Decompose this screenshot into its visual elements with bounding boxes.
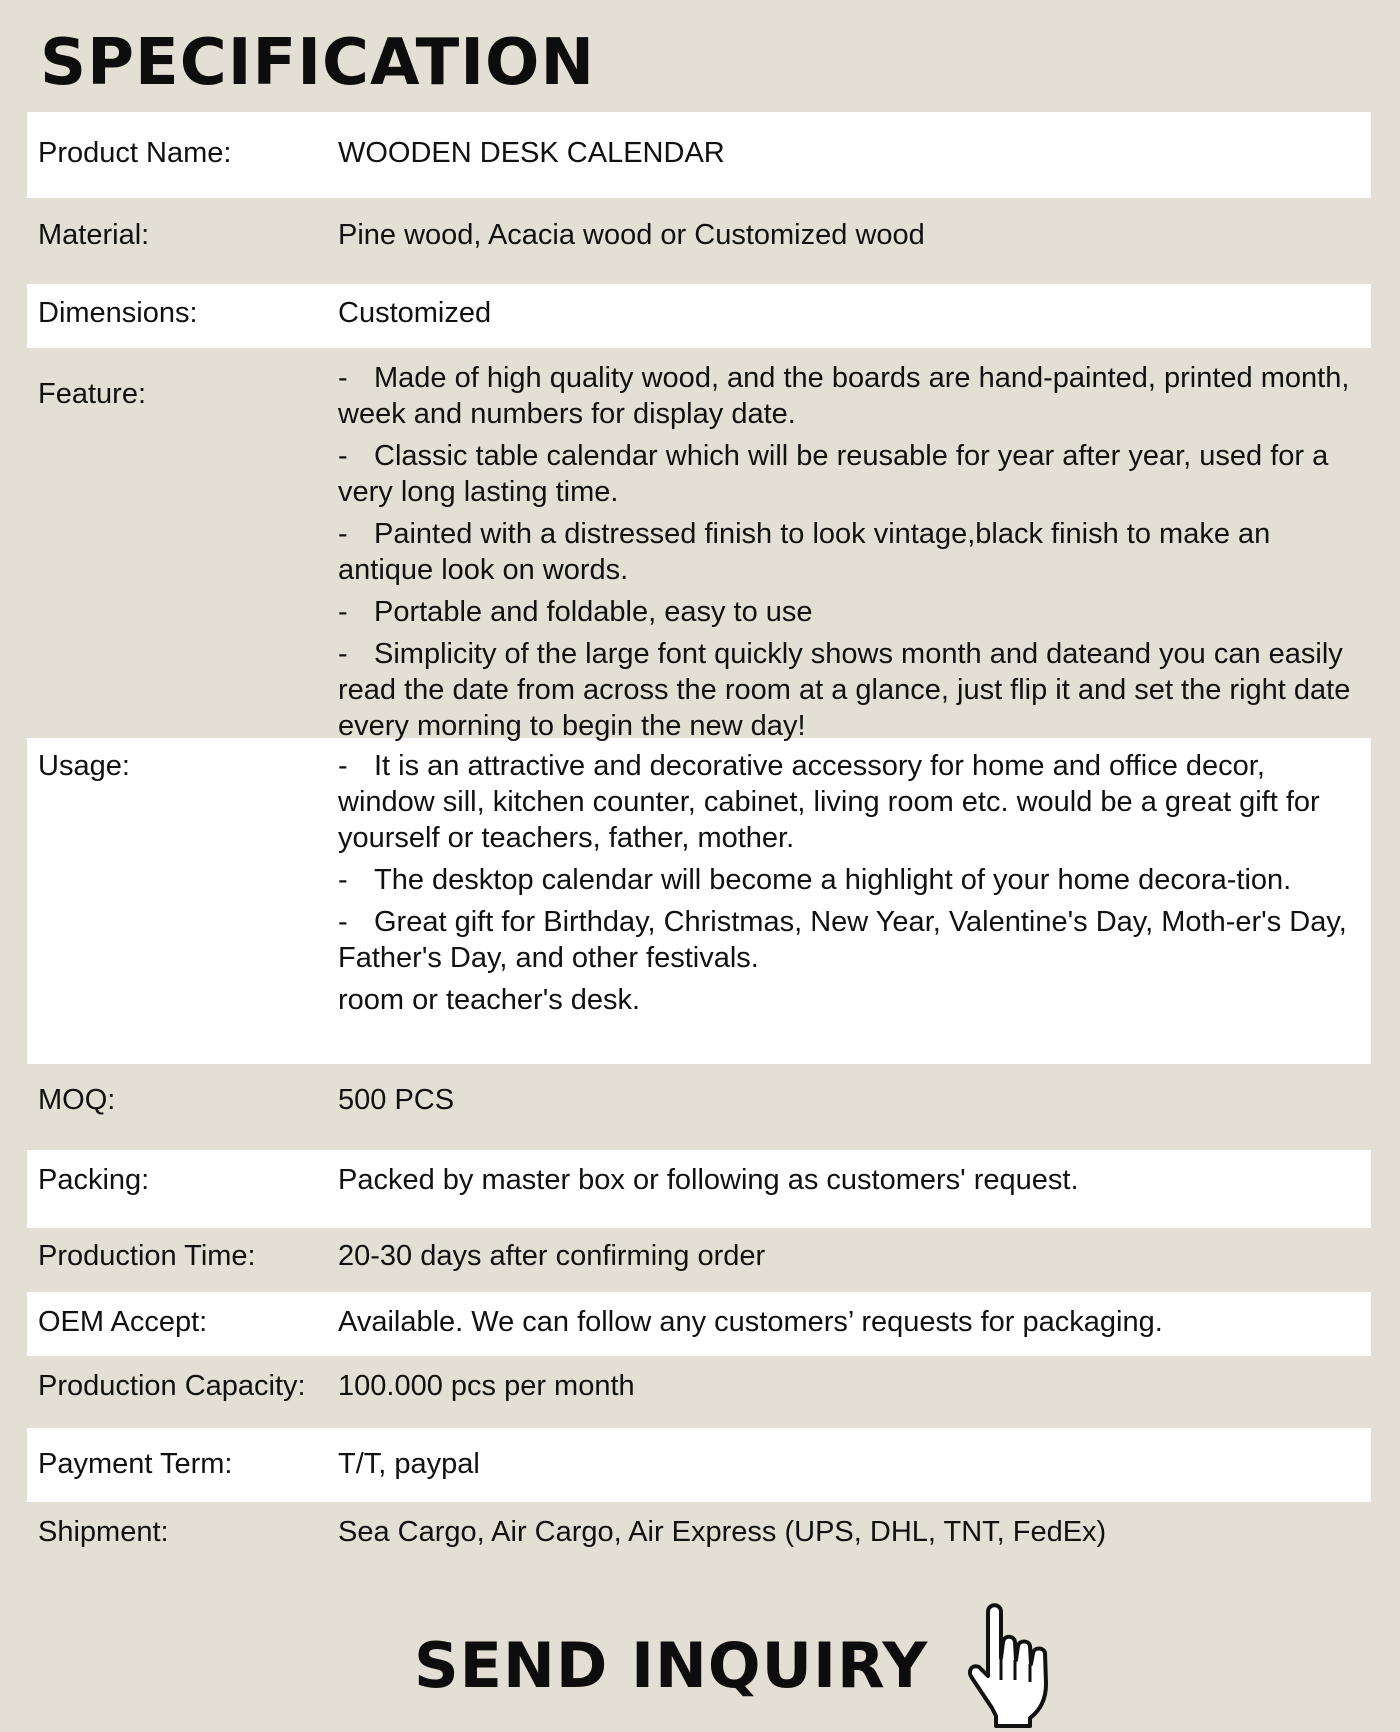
feature-item: - Simplicity of the large font quickly shows month and dateand you can easily read the date from across the room at a glance, just flip it and set the right date every morning to begin the new day! — [338, 638, 1351, 742]
bullet-dash: - — [338, 362, 348, 394]
spec-value: 500 PCS — [338, 1084, 455, 1116]
bullet-dash: - — [338, 518, 348, 550]
spec-value: 20-30 days after confirming order — [338, 1240, 766, 1272]
spec-label: Payment Term: — [38, 1448, 233, 1480]
spec-row-moq — [27, 1064, 1371, 1150]
bullet-dash: - — [338, 750, 348, 782]
feature-item: - Classic table calendar which will be reusable for year after year, used for a very long lasting time. — [338, 440, 1329, 508]
spec-label: Shipment: — [38, 1516, 169, 1548]
usage-item: - It is an attractive and decorative accessory for home and office decor, window sill, kitchen counter, cabinet, living room etc. would be a great gift for yourself or teachers, father, mother. — [338, 750, 1320, 854]
spec-row-production-capacity — [27, 1356, 1371, 1428]
spec-value: Pine wood, Acacia wood or Customized wood — [338, 219, 925, 251]
feature-list — [338, 360, 1371, 750]
spec-row-production-time — [27, 1228, 1371, 1292]
spec-value: Packed by master box or following as customers' request. — [338, 1164, 1079, 1196]
bullet-dash: - — [338, 596, 348, 628]
spec-row-packing — [27, 1150, 1371, 1228]
spec-label: Material: — [38, 219, 150, 251]
usage-extra-line: room or teacher's desk. — [338, 984, 641, 1016]
feature-item: - Portable and foldable, easy to use — [338, 596, 813, 628]
spec-label: Feature: — [38, 378, 146, 410]
spec-table — [27, 112, 1371, 1572]
spec-label: MOQ: — [38, 1084, 116, 1116]
usage-item: - Great gift for Birthday, Christmas, New Year, Valentine's Day, Moth-er's Day, Father's Day, and other festivals. — [338, 906, 1347, 974]
bullet-dash: - — [338, 864, 348, 896]
spec-value: Sea Cargo, Air Cargo, Air Express (UPS, DHL, TNT, FedEx) — [338, 1516, 1107, 1548]
spec-label: Usage: — [38, 750, 130, 782]
spec-row-feature — [27, 348, 1371, 742]
spec-label: OEM Accept: — [38, 1306, 208, 1338]
send-inquiry-button[interactable] — [414, 1598, 1062, 1732]
spec-row-shipment — [27, 1502, 1371, 1572]
spec-row-product-name — [27, 112, 1371, 198]
spec-row-payment-term — [27, 1428, 1371, 1502]
spec-value: T/T, paypal — [338, 1448, 480, 1480]
spec-label: Production Time: — [38, 1240, 256, 1272]
spec-row-material — [27, 198, 1371, 284]
spec-label: Product Name: — [38, 137, 232, 169]
spec-value: Available. We can follow any customers’ requests for packaging. — [338, 1306, 1163, 1338]
spec-label: Dimensions: — [38, 297, 198, 329]
spec-label: Packing: — [38, 1164, 150, 1196]
feature-item: - Painted with a distressed finish to look vintage,black finish to make an antique look on words. — [338, 518, 1271, 586]
page-title: SPECIFICATION — [40, 26, 595, 100]
usage-list — [338, 748, 1371, 1018]
pointing-hand-icon — [958, 1598, 1062, 1732]
feature-item: - Made of high quality wood, and the boards are hand-painted, printed month, week and numbers for display date. — [338, 362, 1350, 430]
bullet-dash: - — [338, 440, 348, 472]
spec-row-usage — [27, 738, 1371, 1064]
bullet-dash: - — [338, 906, 348, 938]
send-inquiry-label: SEND INQUIRY — [414, 1628, 929, 1702]
spec-value: Customized — [338, 297, 492, 329]
spec-value: 100.000 pcs per month — [338, 1370, 635, 1402]
spec-row-dimensions — [27, 284, 1371, 348]
usage-item: - The desktop calendar will become a highlight of your home decora-tion. — [338, 864, 1292, 896]
spec-row-oem-accept — [27, 1292, 1371, 1356]
spec-value: WOODEN DESK CALENDAR — [338, 137, 725, 169]
bullet-dash: - — [338, 638, 348, 670]
spec-label: Production Capacity: — [38, 1370, 306, 1402]
